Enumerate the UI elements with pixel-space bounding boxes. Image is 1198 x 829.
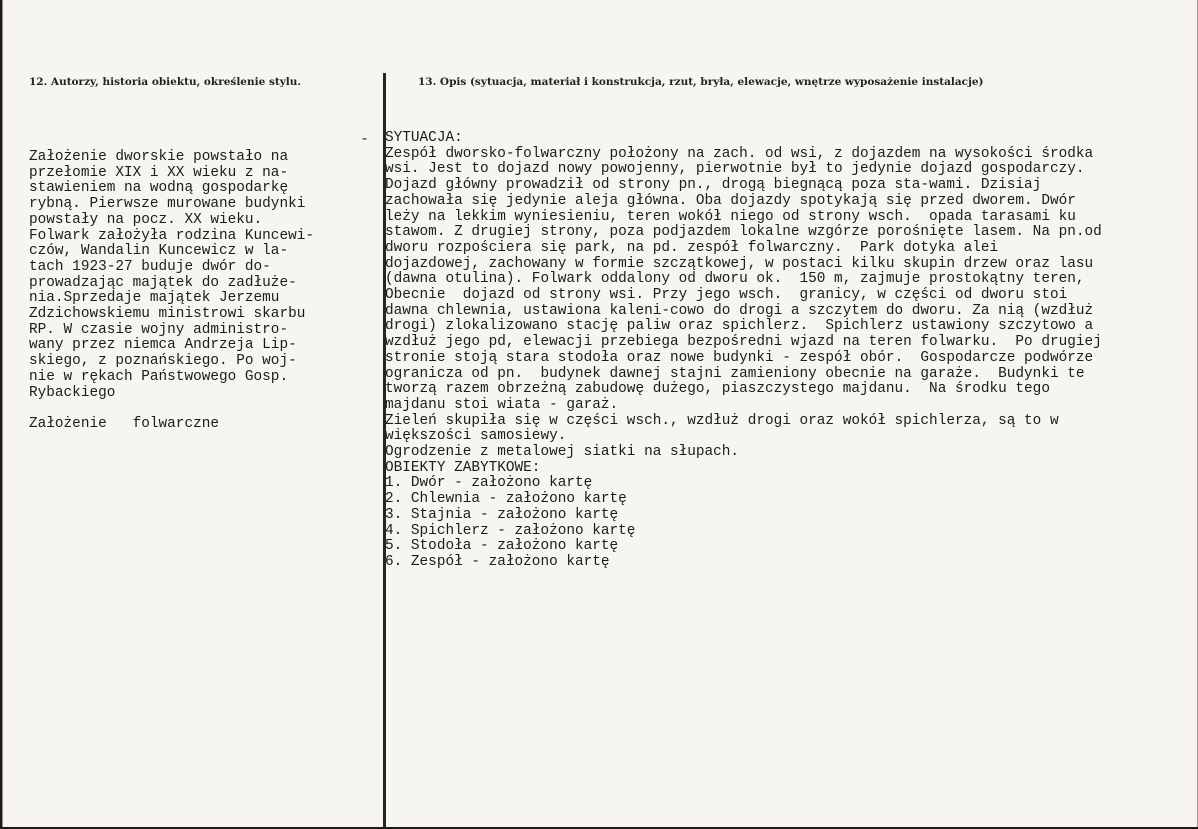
description-line: Dojazd główny prowadził od strony pn., drogą biegnącą poza sta-wami. Dzisiaj bbox=[385, 177, 1042, 194]
description-line: Zieleń skupiła się w części wsch., wzdłuż drogi oraz wokół spichlerza, są to w bbox=[385, 412, 1059, 429]
style-line: Założenie folwarczne bbox=[29, 415, 219, 432]
description-line: ogranicza od pn. budynek dawnej stajni zamieniony obecnie na garaże. Budynki te bbox=[385, 365, 1085, 382]
history-line: Zdzichowskiemu ministrowi skarbu bbox=[29, 306, 306, 323]
description-line: tworzą razem obrzeżną zabudowę dużego, piaszczystego majdanu. Na środku tego bbox=[385, 381, 1050, 398]
history-line: Założenie dworskie powstało na bbox=[29, 149, 289, 165]
history-line: stawieniem na wodną gospodarkę bbox=[29, 180, 289, 197]
history-line: prowadzając majątek do zadłuże- bbox=[29, 274, 297, 291]
description-line: dawna chlewnia, ustawiona kaleni-cowo do drogi a szczytem do dworu. Za nią (wzdłuż bbox=[385, 302, 1094, 319]
section-12-heading: 12. Autorzy, historia obiektu, określenie stylu. bbox=[29, 76, 302, 88]
description-line: Obecnie dojazd od strony wsi. Przy jego wsch. granicy, w części od dworu stoi bbox=[385, 287, 1068, 304]
description-line: wzdłuż jego pd, elewacji przebiega bezpośredni wjazd na teren folwarku. Po drugiej bbox=[385, 334, 1102, 351]
description-line: Zespół dworsko-folwarczny położony na zach. od wsi, z dojazdem na wysokości środka bbox=[385, 145, 1094, 162]
description-line: dojazdowej, zachowany w formie szczątkowej, w postaci kilku skupin drzew oraz lasu bbox=[385, 255, 1094, 272]
document-sheet bbox=[2, 0, 1198, 827]
history-line: nia.Sprzedaje majątek Jerzemu bbox=[29, 290, 280, 307]
history-line: Rybackiego bbox=[29, 384, 116, 401]
description-line: stawom. Z drugiej strony, poza podjazdem lokalne wzgórze porośnięte lasem. Na pn.od bbox=[385, 224, 1102, 241]
description-line: zachowała się jedynie aleja główna. Oba dojazdy spotykają się przed dworem. Dwór bbox=[385, 192, 1076, 209]
monument-list-item: 3. Stajnia - założono kartę bbox=[385, 506, 619, 523]
history-line: tach 1923-27 buduje dwór do- bbox=[29, 258, 271, 275]
description-line: majdanu stoi wiata - garaż. bbox=[385, 396, 619, 413]
history-line: nie w rękach Państwowego Gosp. bbox=[29, 368, 289, 385]
description-line: (dawna otulina). Folwark oddalony od dworu ok. 150 m, zajmuje prostokątny teren, bbox=[385, 271, 1085, 288]
description-line: dworu rozpościera się park, na pd. zespół folwarczny. Park dotyka alei bbox=[385, 239, 999, 256]
description-line: większości samosiewy. bbox=[385, 428, 567, 445]
section-13-heading: 13. Opis (sytuacja, materiał i konstrukcja, rzut, bryła, elewacje, wnętrze wyposażenie instalacje) bbox=[418, 76, 984, 88]
description-line: OBIEKTY ZABYTKOWE: bbox=[385, 459, 541, 476]
history-line: rybną. Pierwsze murowane budynki bbox=[29, 196, 306, 213]
description-line: leży na lekkim wyniesieniu, teren wokół niego od strony wsch. opada tarasami ku bbox=[385, 208, 1076, 225]
history-text bbox=[29, 150, 369, 433]
monument-list-item: 4. Spichlerz - założono kartę bbox=[385, 522, 636, 539]
history-line: RP. W czasie wojny administro- bbox=[29, 321, 289, 338]
history-line: wany przez niemca Andrzeja Lip- bbox=[29, 337, 297, 354]
history-line: Folwark założyła rodzina Kuncewi- bbox=[29, 227, 314, 244]
history-line: przełomie XIX i XX wieku z na- bbox=[29, 164, 289, 181]
monument-list-item: 6. Zespół - założono kartę bbox=[385, 553, 610, 570]
description-line: Ogrodzenie z metalowej siatki na słupach. bbox=[385, 444, 740, 461]
monument-list-item: 5. Stodoła - założono kartę bbox=[385, 538, 619, 555]
history-line: czów, Wandalin Kuncewicz w la- bbox=[29, 243, 289, 260]
description-line: stronie stoją stara stodoła oraz nowe budynki - zespół obór. Gospodarcze podwórze bbox=[385, 349, 1094, 366]
description-line: drogi) zlokalizowano stację paliw oraz spichlerz. Spichlerz ustawiony szczytowo a bbox=[385, 318, 1094, 335]
margin-dash: - bbox=[360, 131, 370, 148]
description-line: SYTUACJA: bbox=[385, 131, 463, 146]
history-line: skiego, z poznańskiego. Po woj- bbox=[29, 353, 297, 370]
history-line: powstały na pocz. XX wieku. bbox=[29, 211, 263, 228]
monument-list-item: 2. Chlewnia - założono kartę bbox=[385, 491, 627, 508]
description-line: wsi. Jest to dojazd nowy powojenny, pierwotnie był to jedynie dojazd gospodarczy. bbox=[385, 161, 1085, 178]
monument-list-item: 1. Dwór - założono kartę bbox=[385, 475, 593, 492]
description-text bbox=[385, 131, 1198, 571]
